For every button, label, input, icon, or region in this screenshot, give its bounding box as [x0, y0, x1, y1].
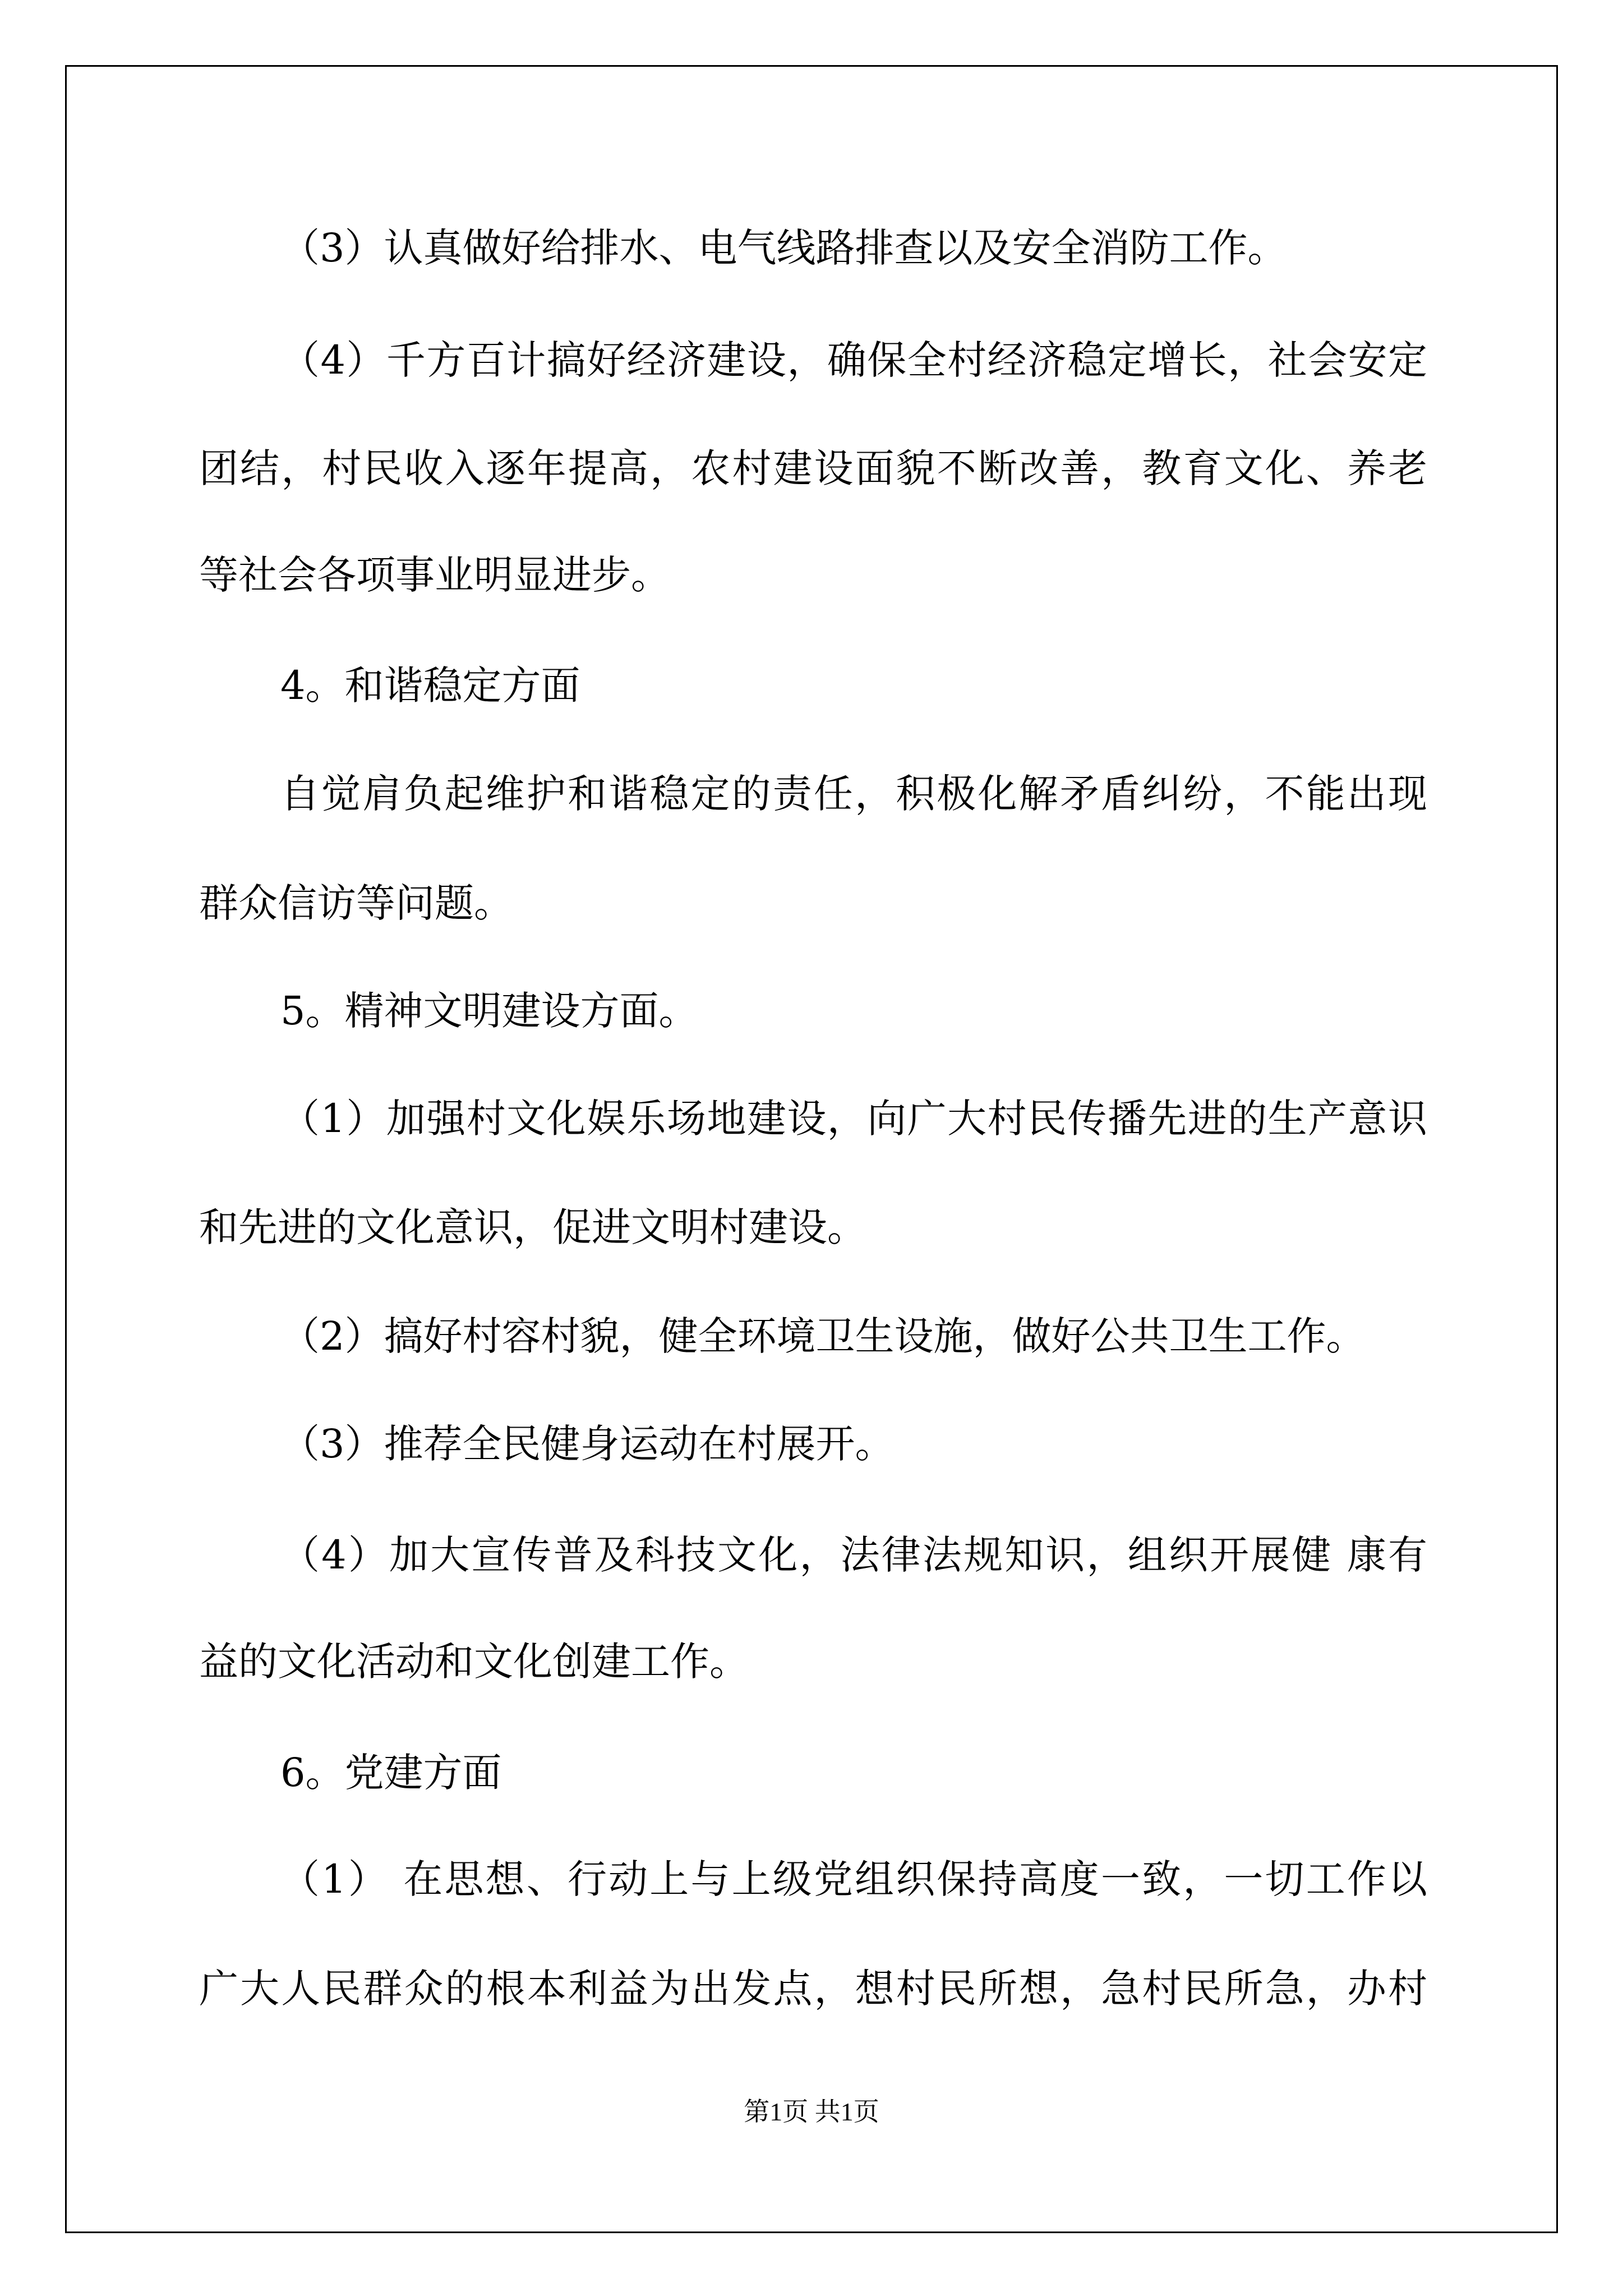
paragraph-line: 群众信访等问题。	[199, 880, 513, 926]
page-border	[65, 65, 1558, 2233]
section-heading: 4。和谐稳定方面	[280, 662, 580, 708]
paragraph-line: 等社会各项事业明显进步。	[199, 552, 670, 598]
paragraph-line: （4）千方百计搞好经济建设，确保全村经济稳定增长，社会安定	[280, 337, 1427, 383]
section-heading: 5。精神文明建设方面。	[280, 988, 698, 1034]
paragraph-line: （3）认真做好给排水、电气线路排查以及安全消防工作。	[280, 225, 1287, 271]
page-number-footer: 第1页 共1页	[744, 2097, 879, 2126]
paragraph-line: （3）推荐全民健身运动在村展开。	[280, 1421, 895, 1467]
paragraph-line: （1）加强村文化娱乐场地建设，向广大村民传播先进的生产意识	[280, 1096, 1427, 1142]
paragraph-line: （4）加大宣传普及科技文化，法律法规知识，组织开展健 康有	[280, 1532, 1427, 1578]
paragraph-line: （2）搞好村容村貌，健全环境卫生设施，做好公共卫生工作。	[280, 1313, 1366, 1359]
paragraph-line: 益的文化活动和文化创建工作。	[199, 1639, 749, 1685]
paragraph-line: 自觉肩负起维护和谐稳定的责任，积极化解矛盾纠纷，不能出现	[280, 771, 1427, 817]
paragraph-line: 团结，村民收入逐年提高，农村建设面貌不断改善，教育文化、养老	[199, 445, 1427, 491]
paragraph-line: 和先进的文化意识，促进文明村建设。	[199, 1204, 866, 1250]
paragraph-line: （1） 在思想、行动上与上级党组织保持高度一致，一切工作以	[280, 1856, 1427, 1902]
paragraph-line: 广大人民群众的根本利益为出发点，想村民所想，急村民所急，办村	[199, 1966, 1427, 2012]
section-heading: 6。党建方面	[280, 1750, 502, 1796]
